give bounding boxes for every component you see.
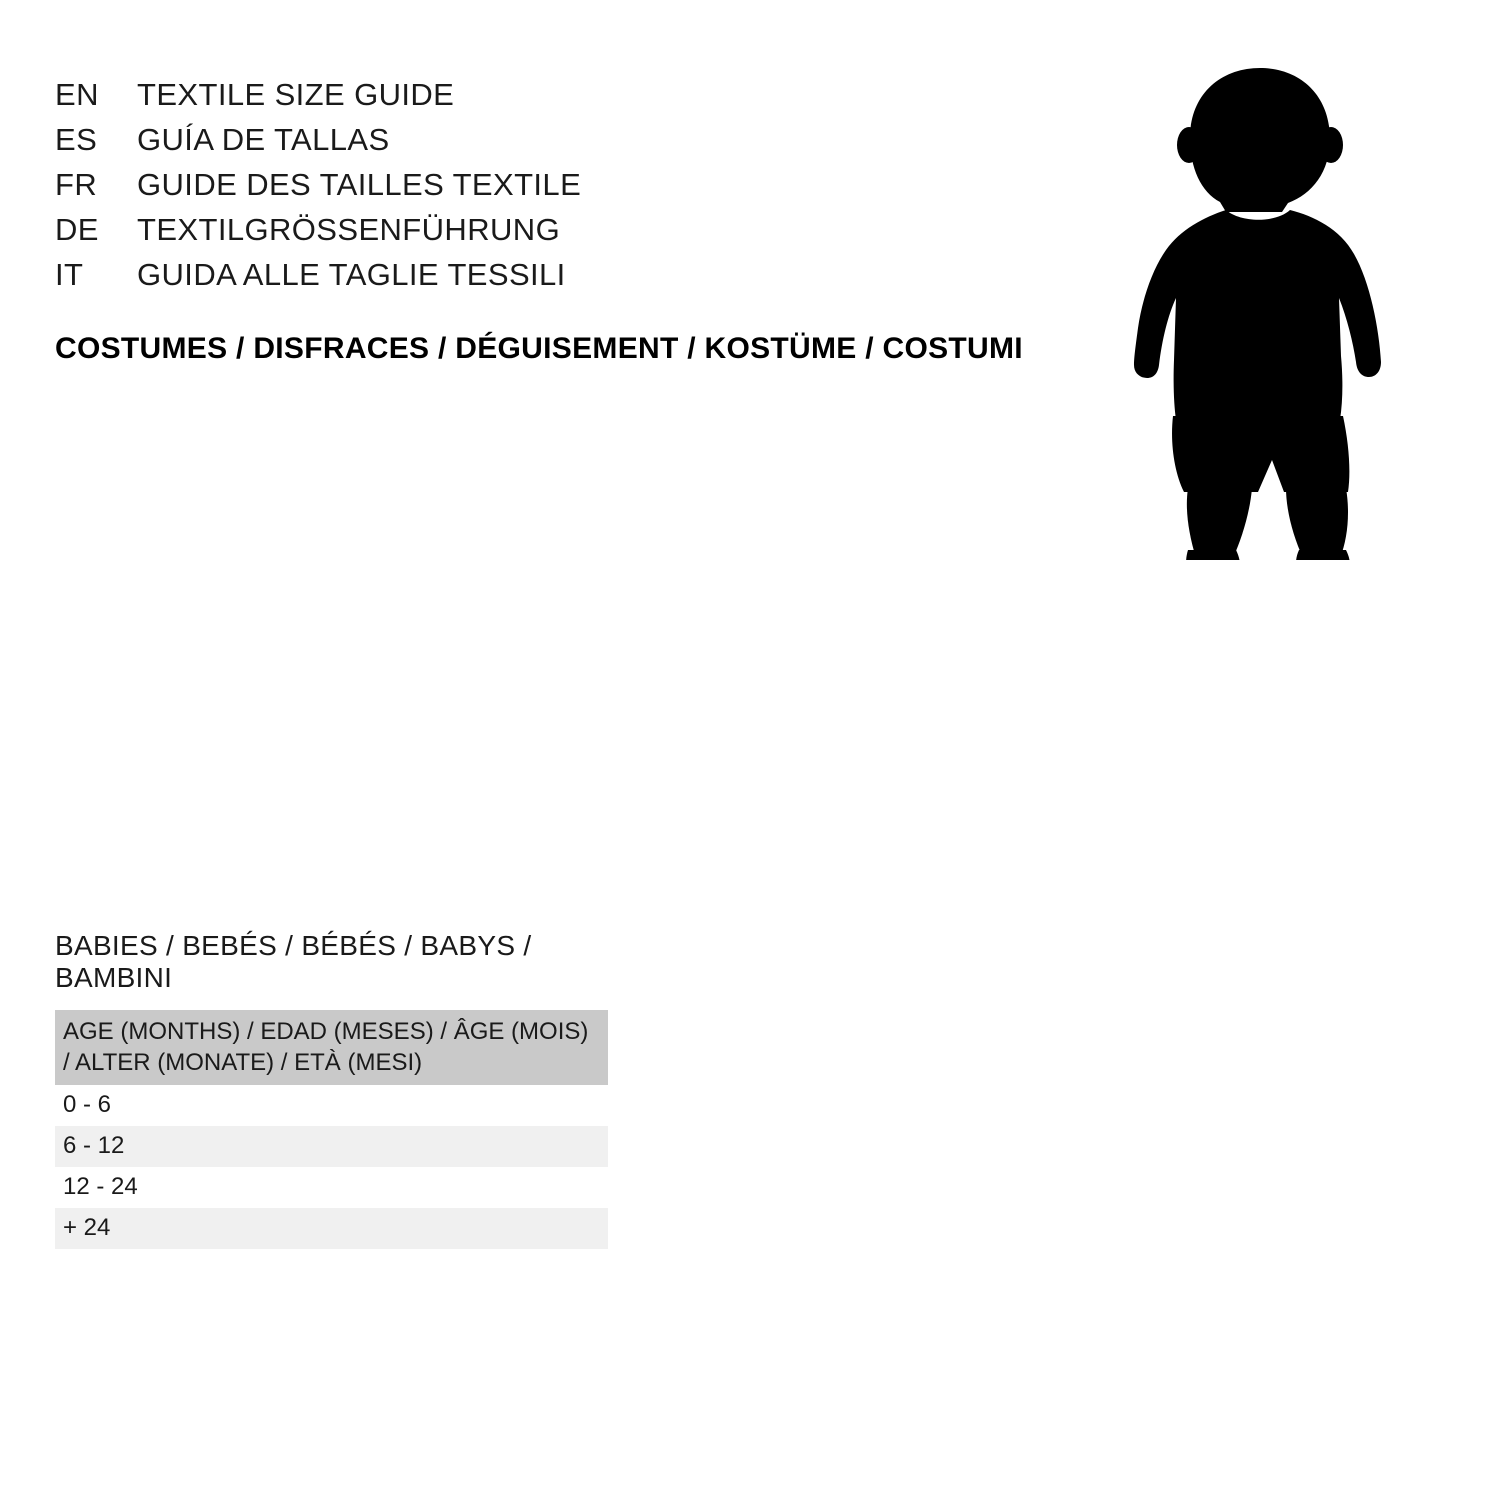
language-text-de: TEXTILGRÖSSENFÜHRUNG	[137, 212, 561, 247]
language-list	[55, 72, 1055, 297]
table-cell-age-0: 0 - 6	[55, 1085, 608, 1126]
language-row-it	[55, 252, 1055, 297]
table-header-age: AGE (MONTHS) / EDAD (MESES) / ÂGE (MOIS) / ALTER (MONATE) / ETÀ (MESI)	[55, 1010, 608, 1085]
table-title: BABIES / BEBÉS / BÉBÉS / BABYS / BAMBINI	[55, 930, 532, 993]
size-table	[55, 1010, 608, 1249]
language-code-es: ES	[55, 122, 98, 157]
toddler-silhouette-icon	[1100, 60, 1440, 560]
table-row	[55, 1126, 608, 1167]
language-code-it: IT	[55, 257, 84, 292]
language-code-de: DE	[55, 212, 99, 247]
table-cell-age-2: 12 - 24	[55, 1167, 608, 1208]
table-cell-age-1: 6 - 12	[55, 1126, 608, 1167]
language-text-it: GUIDA ALLE TAGLIE TESSILI	[137, 257, 566, 292]
size-table-section	[55, 930, 615, 1249]
language-code-en: EN	[55, 77, 99, 112]
language-row-en	[55, 72, 1055, 117]
language-row-es	[55, 117, 1055, 162]
language-code-fr: FR	[55, 167, 98, 202]
table-cell-age-3: + 24	[55, 1208, 608, 1249]
language-row-de	[55, 207, 1055, 252]
table-header-row	[55, 1010, 608, 1085]
table-row	[55, 1085, 608, 1126]
language-text-en: TEXTILE SIZE GUIDE	[137, 77, 455, 112]
language-text-es: GUÍA DE TALLAS	[137, 122, 390, 157]
table-row	[55, 1167, 608, 1208]
table-row	[55, 1208, 608, 1249]
category-title: COSTUMES / DISFRACES / DÉGUISEMENT / KOSTÜME / COSTUMI	[55, 332, 1023, 365]
language-text-fr: GUIDE DES TAILLES TEXTILE	[137, 167, 582, 202]
language-row-fr	[55, 162, 1055, 207]
